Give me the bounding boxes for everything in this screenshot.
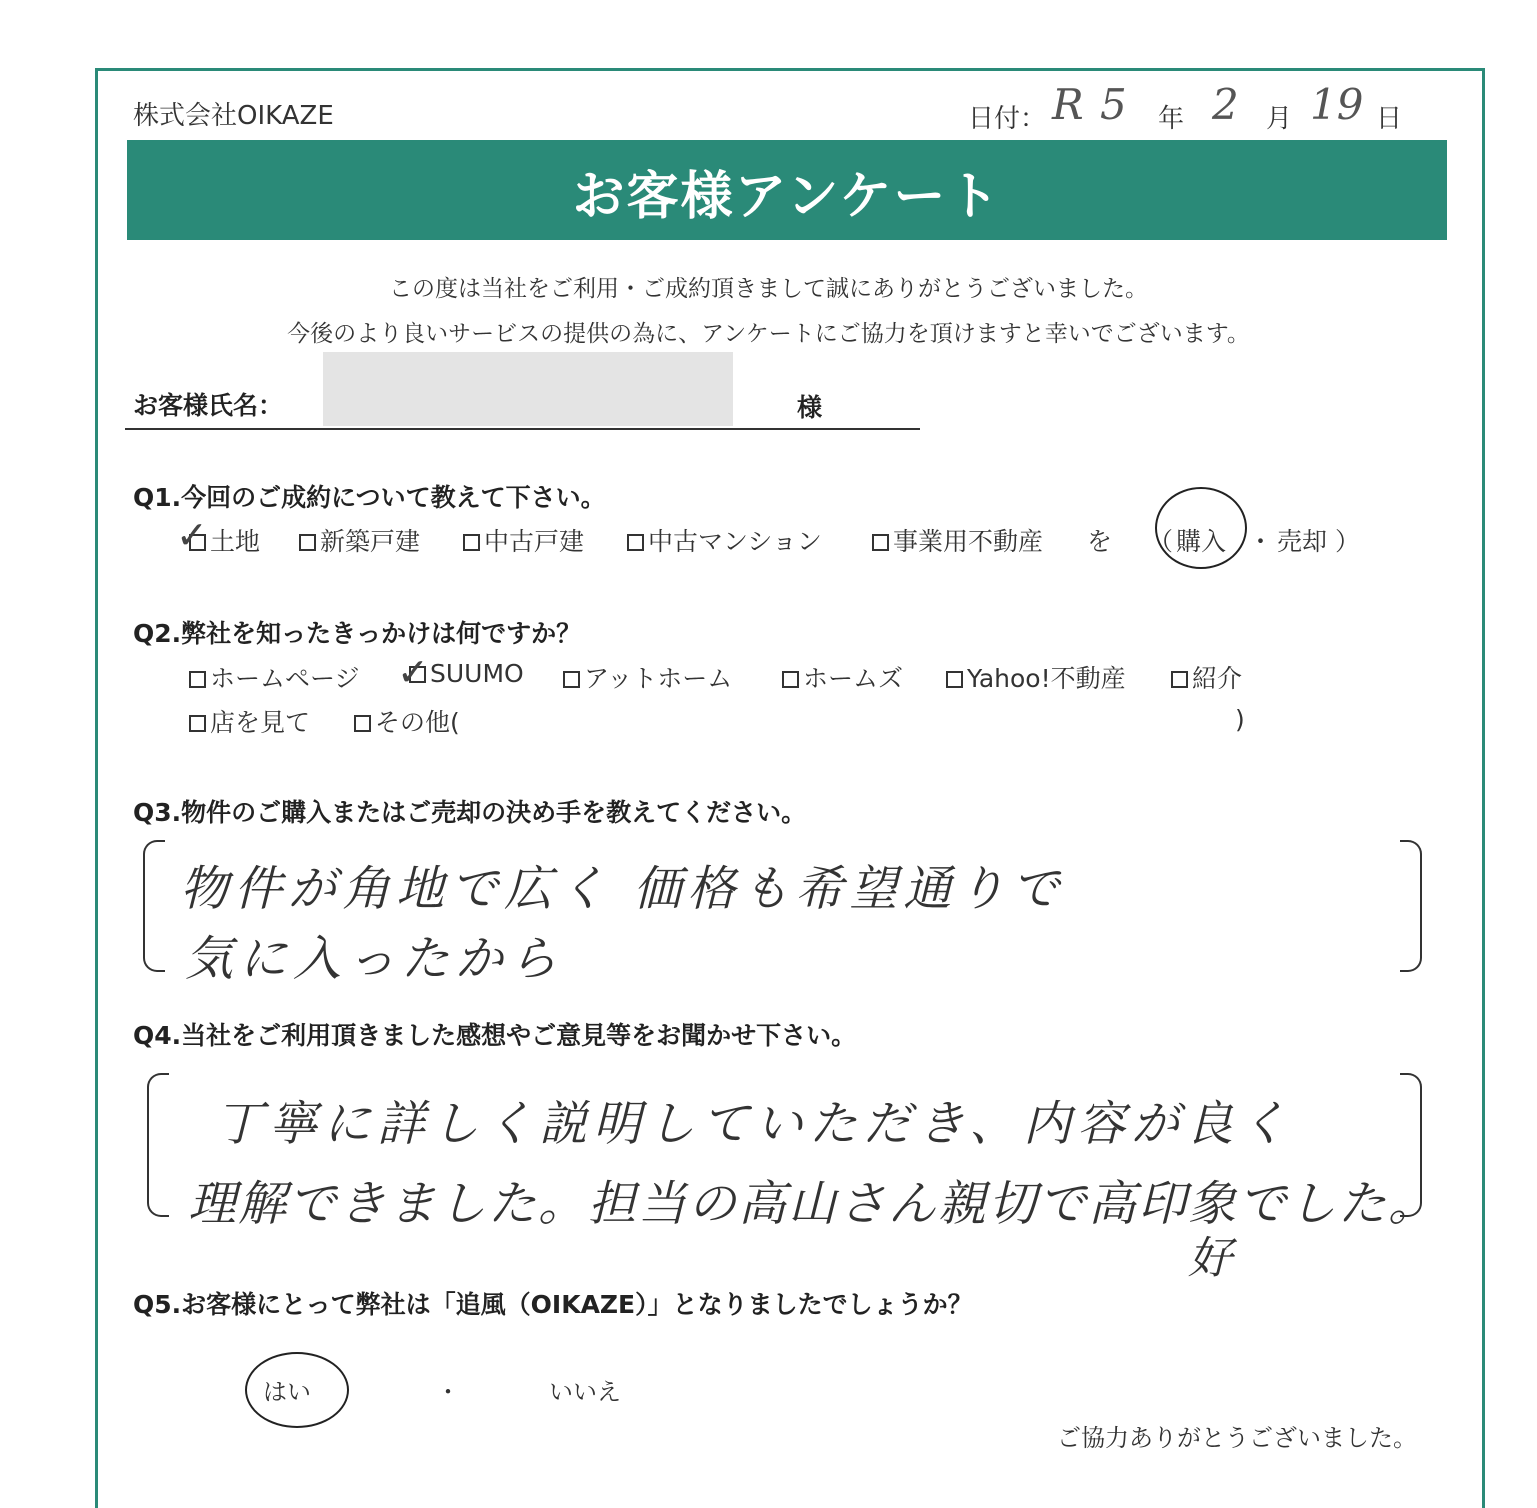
intro-line-1: この度は当社をご利用・ご成約頂きまして誠にありがとうございました。	[389, 276, 1148, 302]
q1-option-used-house[interactable]: 中古戸建	[463, 522, 584, 558]
checkbox[interactable]	[299, 534, 316, 551]
q1-question: Q1.今回のご成約について教えて下さい。	[133, 483, 606, 512]
date-year: 5	[1100, 80, 1127, 129]
intro-line-2: 今後のより良いサービスの提供の為に、アンケートにご協力を頂けますと幸いでございます。	[287, 321, 1250, 347]
checkbox[interactable]	[189, 671, 206, 688]
customer-name-redacted	[323, 352, 733, 426]
company-name: 株式会社OIKAZE	[133, 101, 334, 131]
q4-question: Q4.当社をご利用頂きました感想やご意見等をお聞かせ下さい。	[133, 1021, 857, 1050]
q2-option-athome[interactable]: アットホーム	[563, 659, 732, 695]
q4-answer-line-2: 理解できました。担当の高山さん親切で高印象でした。	[188, 1176, 1439, 1232]
checkbox[interactable]	[782, 671, 799, 688]
checkbox[interactable]	[627, 534, 644, 551]
q1-buy[interactable]: 購入	[1176, 527, 1227, 556]
q5-dot: ・	[436, 1378, 460, 1406]
q2-option-homepage[interactable]: ホームページ	[189, 659, 360, 695]
bracket-right	[1400, 840, 1422, 972]
q2-option-referral[interactable]: 紹介	[1171, 659, 1242, 695]
customer-honorific: 様	[797, 393, 823, 422]
bracket-left	[147, 1073, 169, 1217]
q2-option-yahoo[interactable]: Yahoo!不動産	[946, 659, 1126, 695]
q2-option-other[interactable]: その他(	[354, 703, 460, 739]
checkbox[interactable]	[563, 671, 580, 688]
month-suffix: 月	[1266, 104, 1293, 134]
footer-thanks: ご協力ありがとうございました。	[1057, 1424, 1417, 1452]
checkbox[interactable]	[463, 534, 480, 551]
q5-no[interactable]: いいえ	[549, 1378, 621, 1406]
name-underline	[125, 428, 920, 430]
q1-option-commercial[interactable]: 事業用不動産	[872, 522, 1043, 558]
check-mark-icon: ✓	[176, 513, 208, 557]
checkbox[interactable]	[872, 534, 889, 551]
q2-option-homes[interactable]: ホームズ	[782, 659, 903, 695]
q5-yes[interactable]: はい	[263, 1378, 311, 1406]
circle-mark-buy	[1155, 487, 1247, 569]
q4-answer-correction: 好	[1188, 1233, 1232, 1284]
q3-answer-line-2: 気に入ったから	[185, 931, 564, 987]
date-day: 19	[1310, 80, 1364, 129]
q5-question: Q5.お客様にとって弊社は「追風（OIKAZE）」となりましたでしょうか？	[133, 1290, 973, 1319]
circle-mark-yes	[245, 1352, 349, 1428]
q1-sell[interactable]: 売却	[1277, 527, 1328, 556]
checkbox[interactable]	[1171, 671, 1188, 688]
q3-answer-line-1: 物件が角地で広く 価格も希望通りで	[180, 861, 1066, 917]
date-month: 2	[1212, 80, 1239, 129]
bracket-left	[143, 840, 165, 972]
customer-name-label: お客様氏名：	[133, 391, 284, 420]
q2-question: Q2.弊社を知ったきっかけは何ですか？	[133, 619, 582, 648]
q1-dot: ・	[1248, 527, 1274, 556]
q1-paren-close: ）	[1335, 527, 1361, 556]
date-era: R	[1052, 80, 1084, 129]
q1-option-new-house[interactable]: 新築戸建	[299, 522, 420, 558]
checkbox[interactable]	[354, 715, 371, 732]
q4-answer-line-1: 丁寧に詳しく説明していただき、内容が良く	[215, 1096, 1294, 1152]
q2-option-store[interactable]: 店を見て	[189, 703, 310, 739]
checkbox[interactable]	[189, 715, 206, 732]
q1-paren-open: （	[1148, 527, 1174, 556]
q1-option-used-condo[interactable]: 中古マンション	[627, 522, 822, 558]
page-title: お客様アンケート	[572, 167, 1002, 227]
q3-question: Q3.物件のご購入またはご売却の決め手を教えてください。	[133, 798, 807, 827]
checkbox[interactable]	[946, 671, 963, 688]
day-suffix: 日	[1376, 104, 1403, 134]
q2-other-close: )	[1235, 705, 1245, 734]
q1-connector: を	[1087, 527, 1113, 556]
q2-option-suumo[interactable]: SUUMO	[409, 659, 524, 688]
date-label: 日付：	[968, 104, 1047, 134]
title-banner	[127, 140, 1447, 240]
year-suffix: 年	[1158, 104, 1185, 134]
q1-option-land[interactable]: 土地	[189, 522, 260, 558]
check-mark-icon: ✓	[397, 650, 429, 694]
